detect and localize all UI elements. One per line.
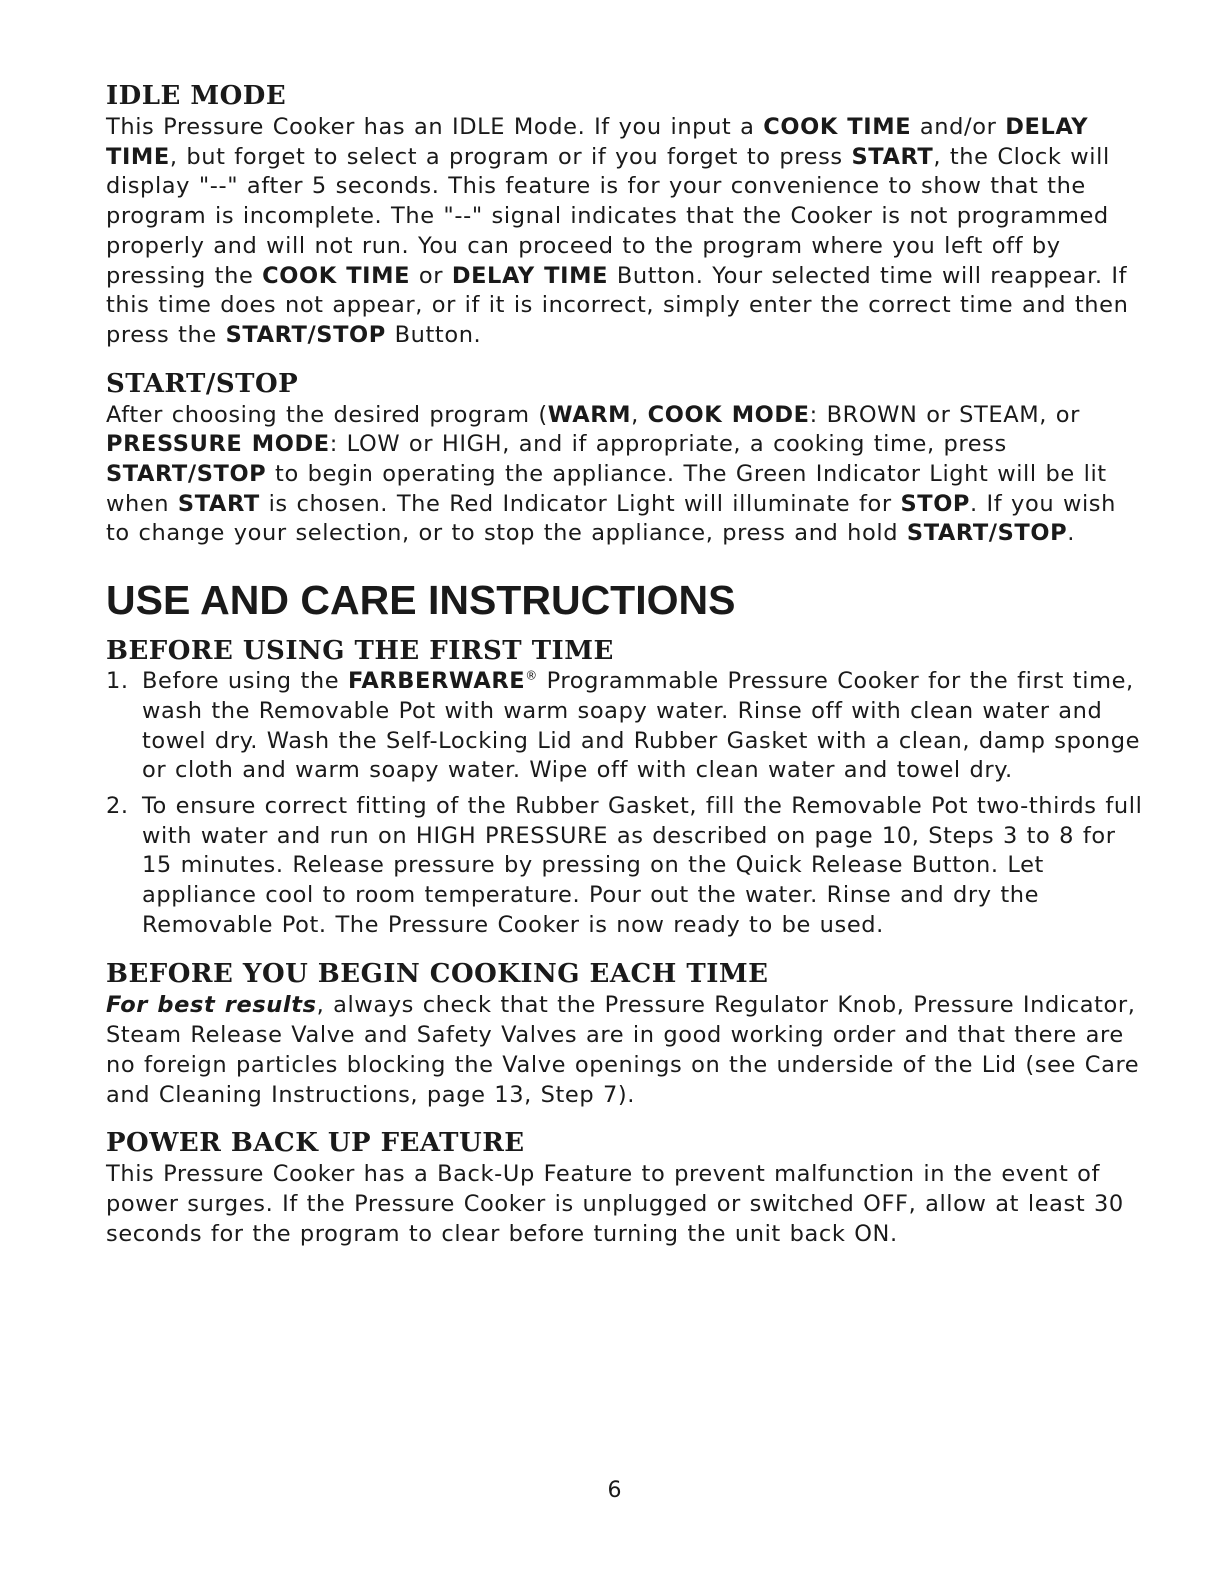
manual-page [106,80,1146,1249]
list-number: 1. [106,668,129,695]
list-number: 2. [106,792,129,819]
start-stop-paragraph: After choosing the desired program (WARM, COOK MODE: BROWN or STEAM, or PRESSURE MODE: LOW or HIGH, and if appropriate, a cooking time, press START/STOP to begin operating the appliance. The Green Indicator Light will be lit when START is chosen. The Red Indicator Light will illuminate for STOP. If you wish to change your selection, or to stop the appliance, press and hold START/STOP. [106,401,1116,547]
page-number: 6 [607,1478,622,1503]
power-backup-heading: POWER BACK UP FEATURE [106,1128,525,1159]
list-item: 1. Before using the FARBERWARE® Programmable Pressure Cooker for the first time, wash the Removable Pot with warm soapy water. Rinse off with clean water and towel dry. Wash the Self-Locking Lid and Rubber Gasket with a clean, damp sponge or cloth and warm soapy water. Wipe off with clean water and towel dry. [106,668,1141,784]
use-and-care-title: USE AND CARE INSTRUCTIONS [106,577,736,624]
list-item: 2. To ensure correct fitting of the Rubber Gasket, fill the Removable Pot two-thirds full with water and run on HIGH PRESSURE as described on page 10, Steps 3 to 8 for 15 minutes. Release pressure by pressing on the Quick Release Button. Let appliance cool to room temperature. Pour out the water. Rinse and dry the Removable Pot. The Pressure Cooker is now ready to be used. [106,792,1143,938]
power-backup-paragraph: This Pressure Cooker has a Back-Up Feature to prevent malfunction in the event of power surges. If the Pressure Cooker is unplugged or switched OFF, allow at least 30 seconds for the program to clear before turning the unit back ON. [106,1161,1124,1247]
start-stop-heading: START/STOP [106,368,299,399]
before-first-heading: BEFORE USING THE FIRST TIME [106,636,614,667]
idle-mode-heading: IDLE MODE [106,81,287,111]
before-each-heading: BEFORE YOU BEGIN COOKING EACH TIME [106,959,769,990]
idle-mode-paragraph: This Pressure Cooker has an IDLE Mode. If you input a COOK TIME and/or DELAY TIME, but forget to select a program or if you forget to press START, the Clock will display "--" after 5 seconds. This feature is for your convenience to show that the program is incomplete. The "--" signal indicates that the Cooker is not programmed properly and will not run. You can proceed to the program where you left off by pressing the COOK TIME or DELAY TIME Button. Your selected time will reappear. If this time does not appear, or if it is incorrect, simply enter the correct time and then press the START/STOP Button. [106,114,1129,348]
before-first-list [106,667,1146,940]
before-each-paragraph: For best results, always check that the Pressure Regulator Knob, Pressure Indicator, Steam Release Valve and Safety Valves are in good working order and that there are no foreign particles blocking the Valve openings on the underside of the Lid (see Care and Cleaning Instructions, page 13, Step 7). [106,992,1140,1108]
